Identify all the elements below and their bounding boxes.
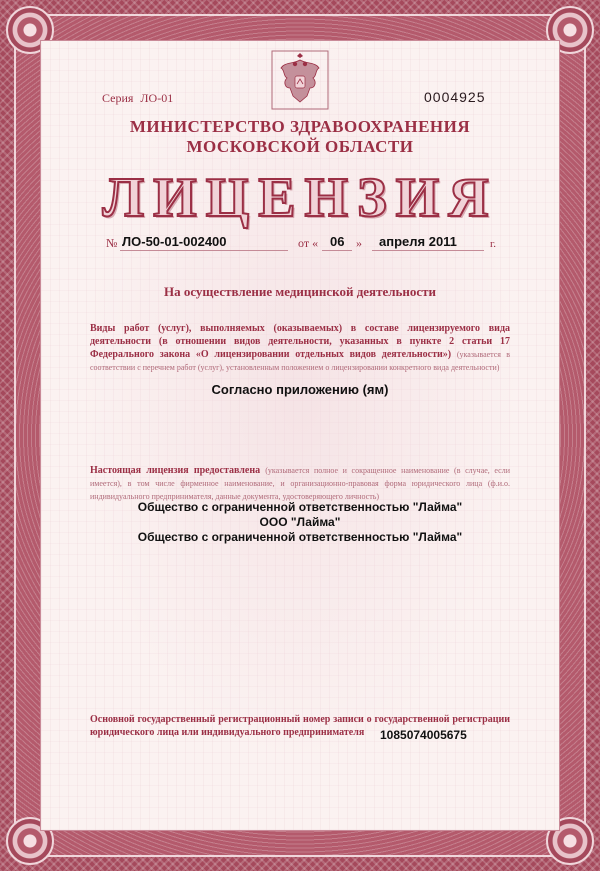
- works-lead: Виды работ (услуг), выполняемых (оказываемых) в составе лицензируемого вида деятельности (в отношении видов деятельности, указанных в пункте 2 статьи 17 Федерального закона «О лицензировании отдельных видов деятельности»): [90, 323, 510, 360]
- works-paragraph: [90, 322, 510, 374]
- ogrn-value: 1085074005675: [380, 728, 467, 742]
- series-value: ЛО-01: [140, 91, 174, 105]
- number-underline: [120, 250, 288, 251]
- license-number: ЛО-50-01-002400: [122, 234, 227, 249]
- licensee-firm-name: Общество с ограниченной ответственностью "Лайма": [137, 530, 463, 544]
- date-close-quote: »: [356, 236, 362, 250]
- licensee-lead: Настоящая лицензия предоставлена: [90, 465, 261, 476]
- license-month-year: апреля 2011: [379, 234, 457, 249]
- licensee-short-name: ООО "Лайма": [259, 515, 341, 529]
- ministry-line-1: МИНИСТЕРСТВО ЗДРАВООХРАНЕНИЯ: [129, 117, 471, 136]
- document-title: ЛИЦЕНЗИЯ: [102, 167, 498, 229]
- works-value: Согласно приложению (ям): [211, 382, 389, 397]
- license-day: 06: [330, 234, 345, 249]
- licensee-note: (указывается полное и сокращенное наименование (в случае, если имеется), в том числе фирменное наименование, и организационно-правовая форма юридического лица (ф.и.о. индивидуального предпринимателя, данные документа, удостоверяющего личность): [90, 466, 510, 501]
- month-underline: [372, 250, 484, 251]
- number-label: №: [106, 236, 118, 250]
- series-row: [102, 91, 173, 106]
- coat-of-arms-icon: [271, 50, 329, 110]
- year-suffix: г.: [490, 238, 497, 250]
- licensee-full-name: Общество с ограниченной ответственностью "Лайма": [137, 500, 463, 514]
- ogrn-label: Основной государственный регистрационный номер записи о государственной регистрации юридического лица или индивидуального предпринимателя: [90, 714, 510, 738]
- license-purpose: На осуществление медицинской деятельности: [163, 284, 437, 299]
- licensee-paragraph: [90, 464, 510, 503]
- series-label: Серия: [102, 91, 134, 105]
- ministry-line-2: МОСКОВСКОЙ ОБЛАСТИ: [186, 137, 414, 156]
- issuing-authority: [0, 117, 600, 157]
- works-note: (указывается в соответствии с перечнем работ (услуг), установленным положением о лицензировании конкретного вида деятельности): [90, 350, 511, 372]
- serial-number: 0004925: [424, 89, 486, 105]
- day-underline: [322, 250, 352, 251]
- date-from-label: от «: [298, 236, 319, 250]
